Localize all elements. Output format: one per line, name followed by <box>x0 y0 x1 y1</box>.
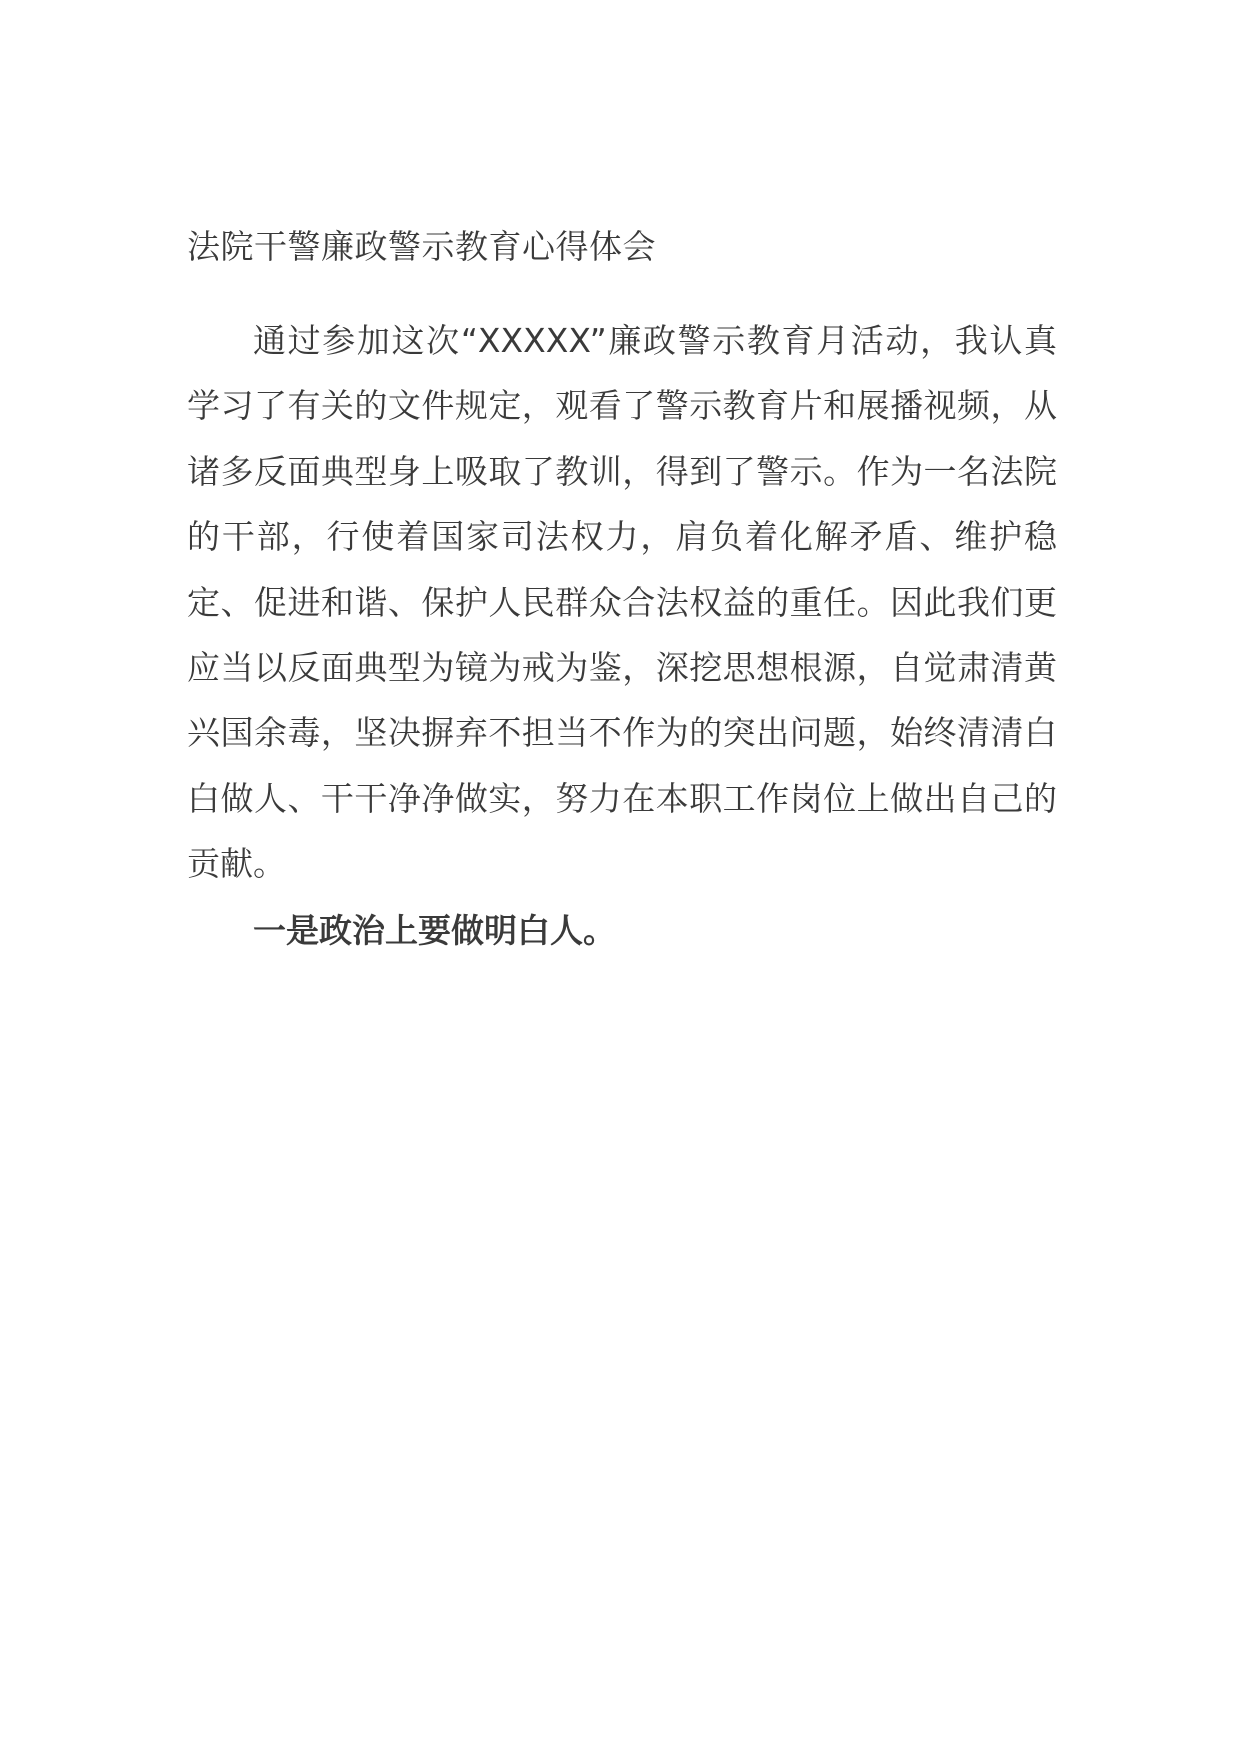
body-paragraph: 通过参加这次“XXXXX”廉政警示教育月活动，我认真学习了有关的文件规定，观看了警示教育片和展播视频，从诸多反面典型身上吸取了教训，得到了警示。作为一名法院的干部，行使着国家司法权力，肩负着化解矛盾、维护稳定、促进和谐、保护人民群众合法权益的重任。因此我们更应当以反面典型为镜为戒为鉴，深挖思想根源，自觉肃清黄兴国余毒，坚决摒弃不担当不作为的突出问题，始终清清白白做人、干干净净做实，努力在本职工作岗位上做出自己的贡献。 <box>187 321 1057 884</box>
section-heading: 一是政治上要做明白人。 <box>253 911 616 950</box>
document-title: 法院干警廉政警示教育心得体会 <box>187 227 656 266</box>
